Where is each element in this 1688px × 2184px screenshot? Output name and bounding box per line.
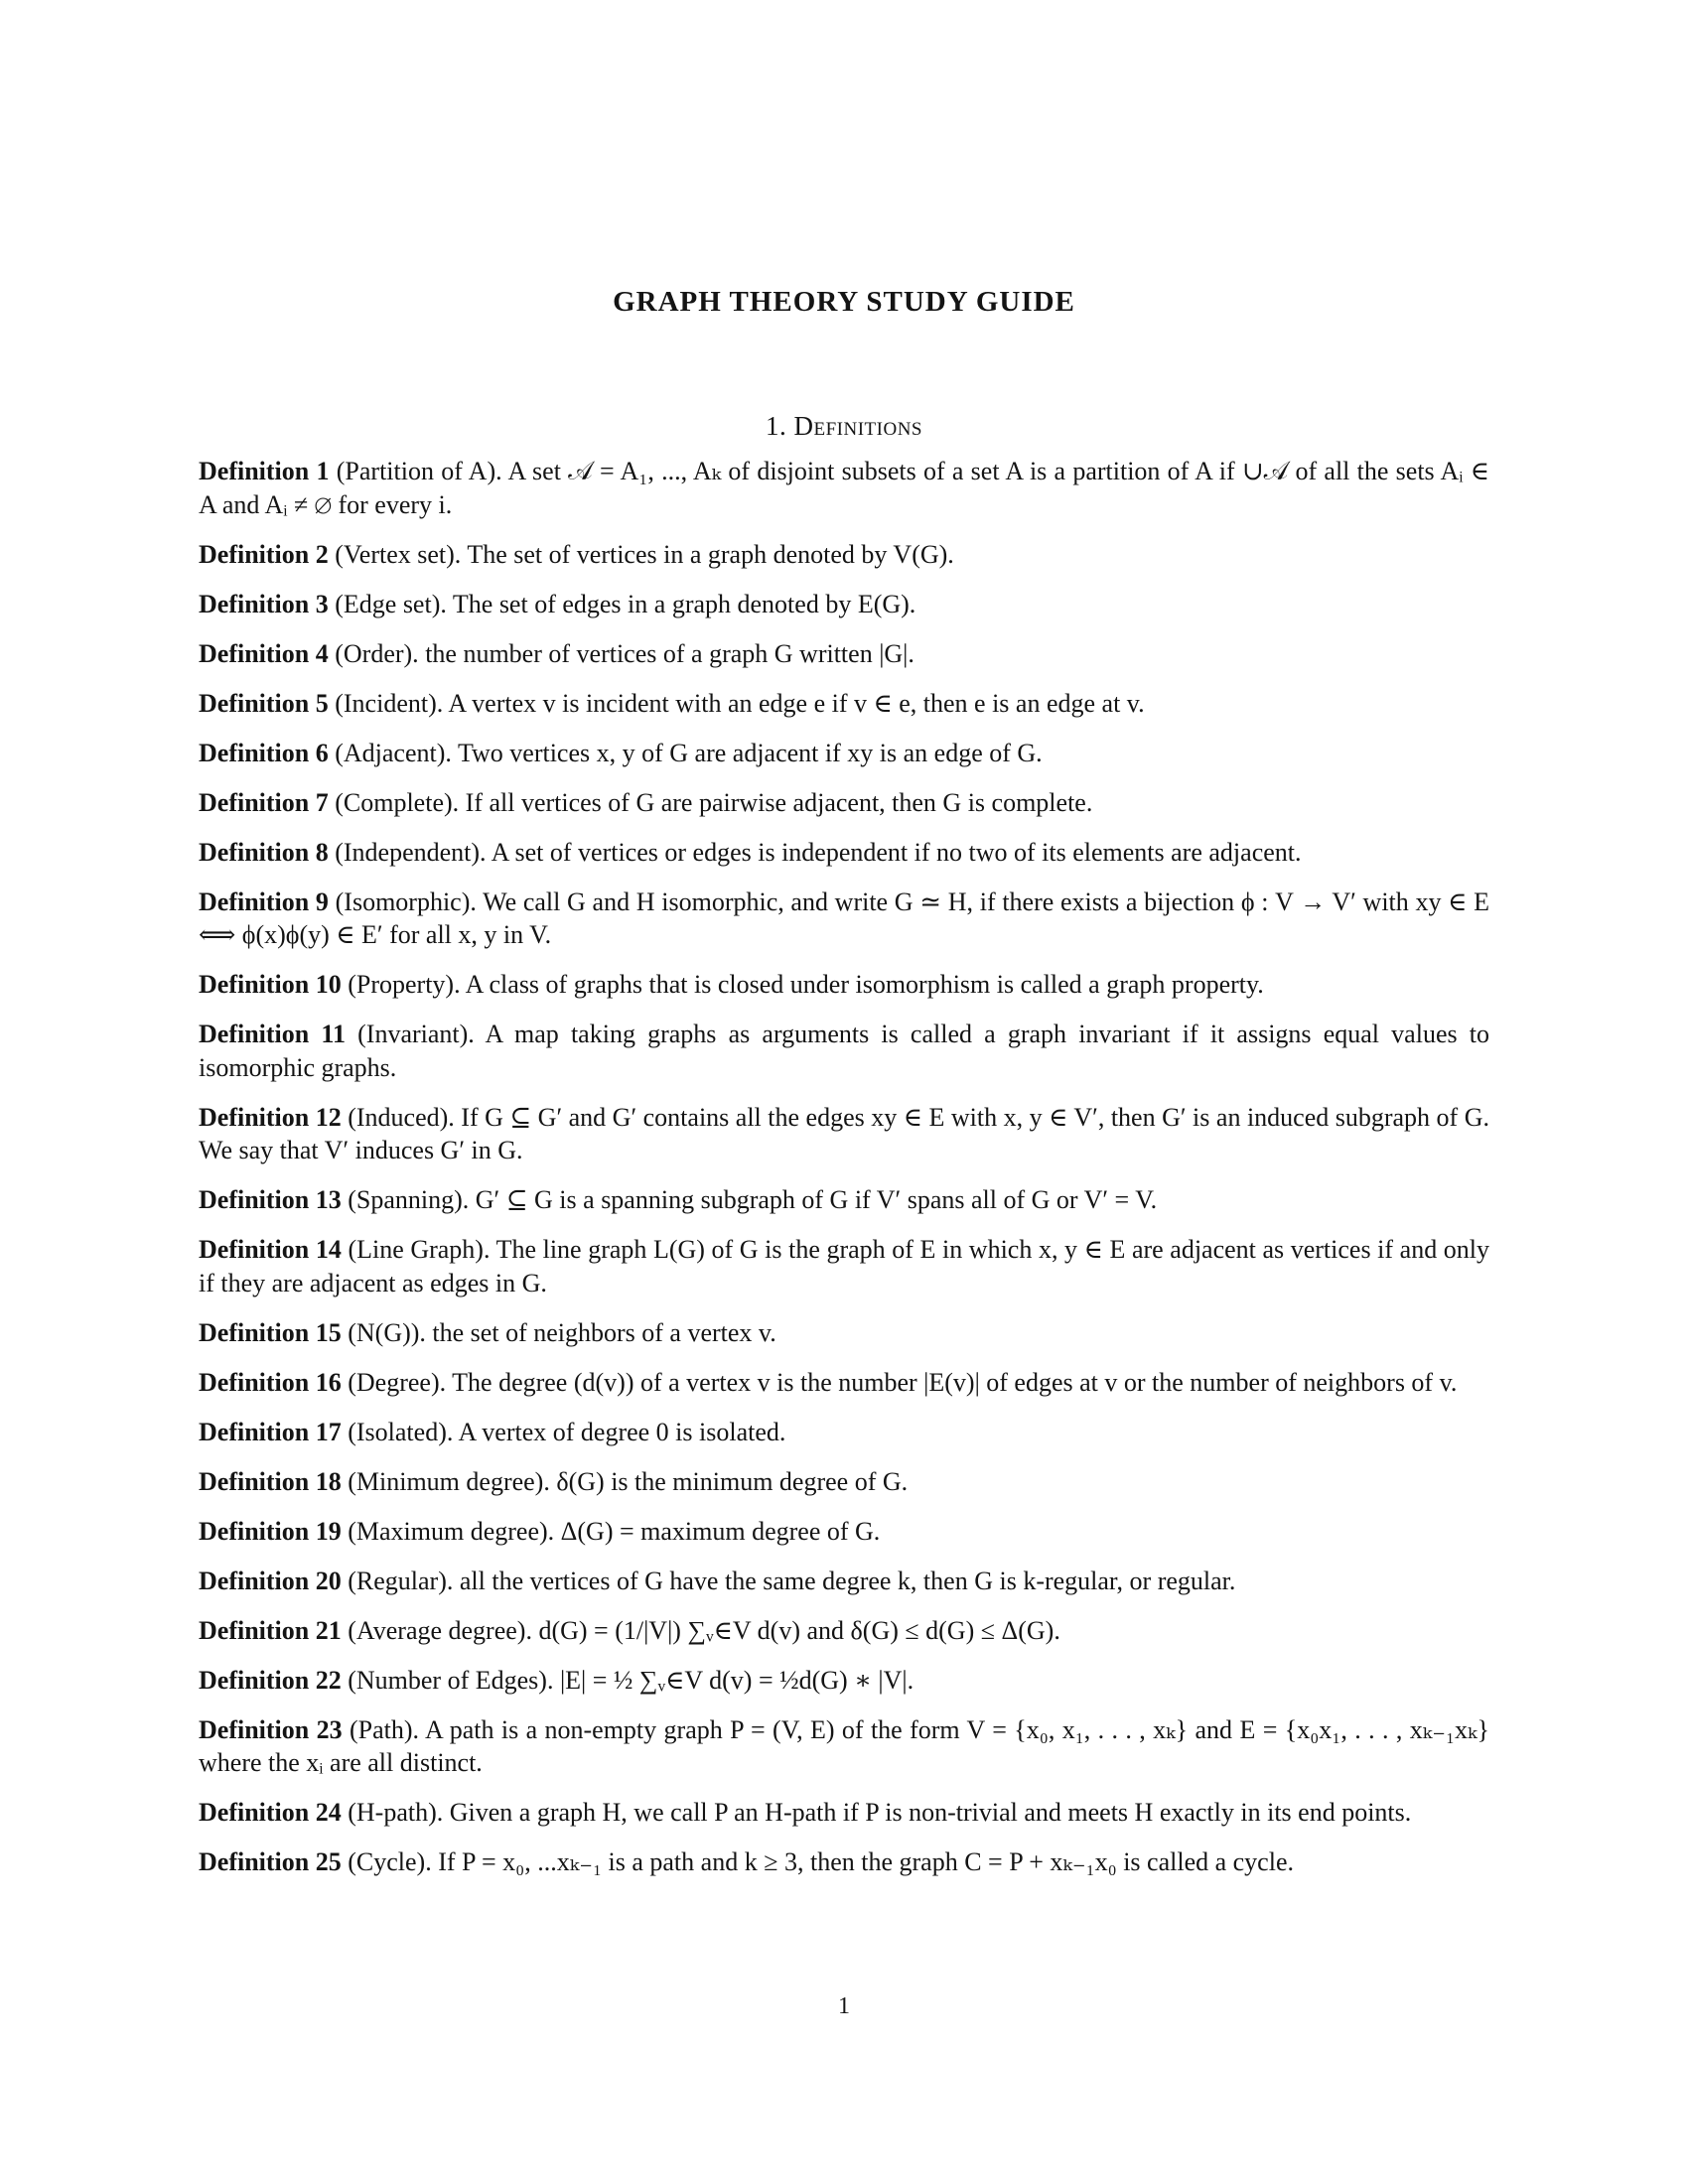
definition-name: (Incident). [335, 688, 444, 718]
definition-label: Definition 2 [199, 539, 329, 569]
definition-item [199, 1366, 1489, 1400]
definition-item [199, 1614, 1489, 1648]
definition-name: (Minimum degree). [348, 1466, 550, 1496]
definition-item [199, 588, 1489, 621]
definition-item [199, 737, 1489, 770]
definition-text: The set of edges in a graph denoted by E(G). [452, 589, 916, 618]
definition-text: the set of neighbors of a vertex v. [432, 1317, 776, 1347]
definition-name: (Degree). [348, 1367, 447, 1397]
definition-text: Given a graph H, we call P an H-path if P is non-trivial and meets H exactly in its end points. [449, 1798, 1412, 1827]
definition-name: (Property). [348, 970, 461, 999]
page-title: GRAPH THEORY STUDY GUIDE [613, 286, 1075, 318]
definition-name: (H-path). [348, 1798, 444, 1827]
definition-item [199, 968, 1489, 1002]
definition-label: Definition 13 [199, 1185, 342, 1214]
definition-name: (Isomorphic). [335, 887, 477, 916]
definition-item [199, 687, 1489, 721]
definition-label: Definition 25 [199, 1847, 342, 1876]
definition-label: Definition 14 [199, 1235, 342, 1264]
definition-item [199, 1416, 1489, 1449]
definition-label: Definition 15 [199, 1317, 342, 1347]
definition-item [199, 1018, 1489, 1084]
definition-text: A vertex v is incident with an edge e if v ∈ e, then e is an edge at v. [448, 688, 1145, 718]
definition-label: Definition 23 [199, 1714, 343, 1744]
definition-label: Definition 20 [199, 1566, 342, 1595]
definition-text: If all vertices of G are pairwise adjacent, then G is complete. [465, 787, 1093, 817]
definition-name: (Vertex set). [335, 539, 462, 569]
definition-text: A set 𝒜 = A₁, ..., Aₖ of disjoint subsets of a set A is a partition of A if ∪𝒜 of all the sets Aᵢ ∈ A and Aᵢ ≠ ∅ for every i. [199, 457, 1490, 519]
definition-name: (Partition of A). [336, 457, 502, 485]
definition-label: Definition 22 [199, 1665, 342, 1695]
definition-label: Definition 24 [199, 1798, 342, 1827]
definition-name: (Edge set). [335, 589, 447, 618]
definition-text: δ(G) is the minimum degree of G. [556, 1466, 909, 1496]
definition-item [199, 1664, 1489, 1698]
definition-text: Δ(G) = maximum degree of G. [560, 1516, 881, 1546]
definition-name: (Average degree). [348, 1615, 532, 1645]
definition-item [199, 886, 1489, 952]
definition-text: The set of vertices in a graph denoted by V(G). [467, 539, 954, 569]
definition-label: Definition 16 [199, 1367, 342, 1397]
definition-text: Two vertices x, y of G are adjacent if xy is an edge of G. [457, 738, 1043, 767]
definition-item [199, 1183, 1489, 1217]
definition-name: (Complete). [335, 787, 460, 817]
definition-label: Definition 8 [199, 837, 329, 867]
definition-text: A path is a non-empty graph P = (V, E) of the form V = {x₀, x₁, . . . , xₖ} and E = {x₀x₁, . . . , xₖ₋₁xₖ} where the xᵢ are all distinct. [199, 1714, 1489, 1777]
definition-item [199, 1465, 1489, 1499]
definition-label: Definition 18 [199, 1466, 342, 1496]
definition-text: A map taking graphs as arguments is called a graph invariant if it assigns equal values to isomorphic graphs. [199, 1020, 1489, 1082]
definition-label: Definition 7 [199, 787, 329, 817]
definition-name: (Isolated). [348, 1417, 454, 1446]
definition-item [199, 1316, 1489, 1350]
definition-name: (Independent). [335, 837, 487, 867]
definition-item [199, 637, 1489, 671]
definition-name: (Line Graph). [348, 1235, 491, 1264]
definition-label: Definition 11 [199, 1020, 346, 1048]
page-number: 1 [838, 1993, 850, 2019]
definition-text: G′ ⊆ G is a spanning subgraph of G if V′ spans all of G or V′ = V. [475, 1185, 1158, 1214]
definition-label: Definition 19 [199, 1516, 342, 1546]
definition-label: Definition 4 [199, 638, 329, 668]
definition-label: Definition 6 [199, 738, 329, 767]
definition-text: The line graph L(G) of G is the graph of E in which x, y ∈ E are adjacent as vertices if and only if they are adjacent as edges in G. [199, 1235, 1490, 1297]
definition-name: (Regular). [348, 1566, 454, 1595]
definition-text: all the vertices of G have the same degree k, then G is k-regular, or regular. [459, 1566, 1236, 1595]
definition-name: (Induced). [348, 1102, 455, 1132]
definition-name: (Spanning). [348, 1185, 470, 1214]
definition-label: Definition 17 [199, 1417, 342, 1446]
definition-label: Definition 9 [199, 887, 329, 916]
section-title: Definitions [793, 411, 922, 441]
definition-item [199, 1233, 1489, 1299]
definition-item [199, 786, 1489, 820]
definition-item [199, 1101, 1489, 1167]
definition-text: We call G and H isomorphic, and write G ≃ H, if there exists a bijection ϕ : V → V′ with xy ∈ E ⟺ ϕ(x)ϕ(y) ∈ E′ for all x, y in V. [199, 887, 1489, 949]
definition-label: Definition 12 [199, 1102, 342, 1132]
definition-text: If G ⊆ G′ and G′ contains all the edges xy ∈ E with x, y ∈ V′, then G′ is an induced subgraph of G. We say that V′ induces G′ in G. [199, 1102, 1489, 1164]
definition-text: A set of vertices or edges is independent if no two of its elements are adjacent. [491, 837, 1302, 867]
definition-text: d(G) = (1/|V|) ∑ᵥ∈V d(v) and δ(G) ≤ d(G) ≤ Δ(G). [538, 1615, 1060, 1645]
definition-name: (Number of Edges). [348, 1665, 554, 1695]
definition-name: (Adjacent). [335, 738, 452, 767]
definition-item [199, 455, 1489, 521]
definition-text: the number of vertices of a graph G written |G|. [425, 638, 914, 668]
definition-name: (Cycle). [348, 1847, 432, 1876]
definitions-list [199, 455, 1489, 1895]
definition-item [199, 1796, 1489, 1830]
definition-label: Definition 3 [199, 589, 329, 618]
section-number: 1. [766, 411, 787, 441]
definition-label: Definition 21 [199, 1615, 342, 1645]
definition-name: (Order). [335, 638, 419, 668]
definition-name: (Invariant). [357, 1020, 475, 1048]
definition-text: If P = x₀, ...xₖ₋₁ is a path and k ≥ 3, then the graph C = P + xₖ₋₁x₀ is called a cycle. [438, 1847, 1294, 1876]
definition-text: A class of graphs that is closed under isomorphism is called a graph property. [465, 970, 1264, 999]
definition-label: Definition 1 [199, 457, 330, 485]
definition-name: (Path). [350, 1714, 420, 1744]
definition-name: (N(G)). [348, 1317, 426, 1347]
definition-label: Definition 5 [199, 688, 329, 718]
definition-name: (Maximum degree). [348, 1516, 555, 1546]
definition-item [199, 538, 1489, 572]
definition-label: Definition 10 [199, 970, 342, 999]
definition-item [199, 836, 1489, 870]
definition-item [199, 1845, 1489, 1879]
definition-item [199, 1515, 1489, 1549]
definition-text: The degree (d(v)) of a vertex v is the number |E(v)| of edges at v or the number of neighbors of v. [452, 1367, 1458, 1397]
section-heading [0, 411, 1688, 442]
definition-item [199, 1565, 1489, 1598]
definition-text: A vertex of degree 0 is isolated. [458, 1417, 786, 1446]
definition-item [199, 1713, 1489, 1780]
definition-text: |E| = ½ ∑ᵥ∈V d(v) = ½d(G) ∗ |V|. [559, 1665, 914, 1695]
